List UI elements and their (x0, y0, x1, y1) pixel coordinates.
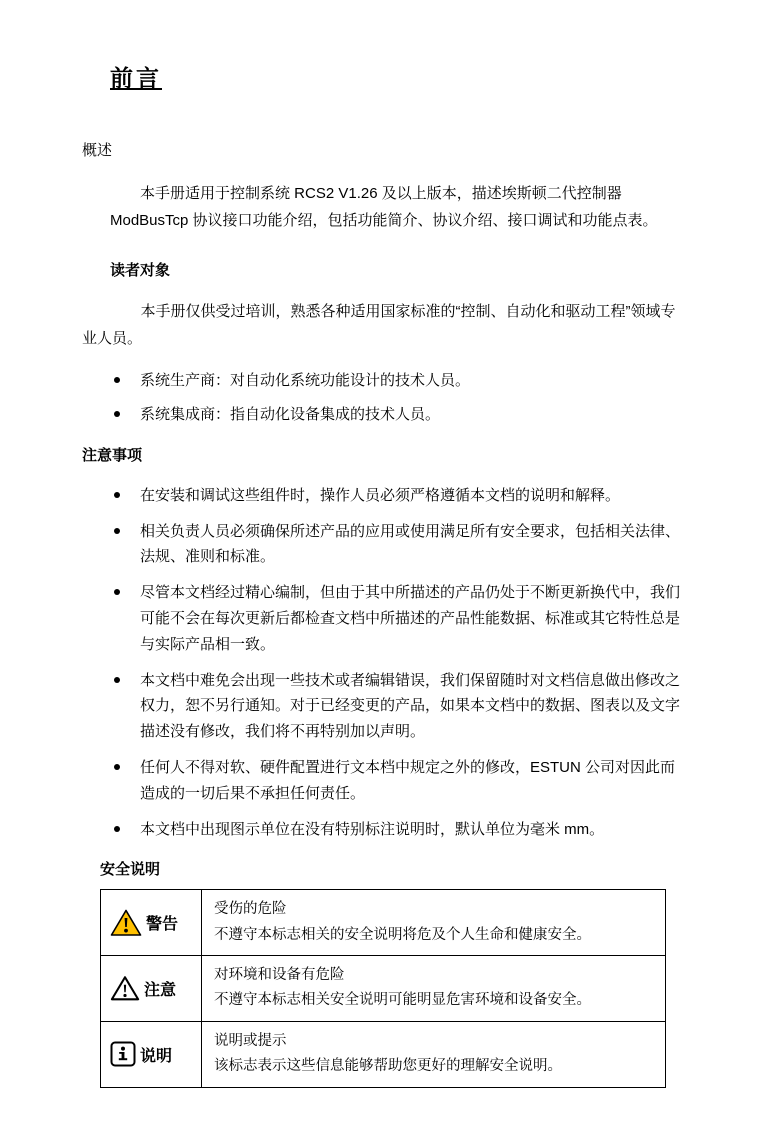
list-item-text: 相关负责人员必须确保所述产品的应用或使用满足所有安全要求，包括相关法律、法规、准则和标准。 (140, 522, 681, 566)
notes-list (82, 483, 680, 843)
safety-title: 对环境和设备有危险 (214, 967, 345, 984)
list-item (82, 519, 680, 571)
caution-triangle-icon (110, 975, 140, 1002)
audience-paragraph: 本手册仅供受过培训，熟悉各种适用国家标准的“控制、自动化和驱动工程”领域专业人员。 (82, 302, 676, 347)
list-item-text: 系统生产商：对自动化系统功能设计的技术人员。 (140, 372, 471, 390)
safety-description: 不遵守本标志相关安全说明可能明显危害环境和设备安全。 (214, 992, 591, 1009)
safety-sign-label: 说明 (140, 1047, 173, 1065)
bullet-icon (114, 528, 120, 534)
table-row (101, 890, 666, 956)
table-row (101, 1021, 666, 1087)
table-row (101, 956, 666, 1022)
list-item (82, 668, 680, 745)
audience-list (82, 368, 680, 428)
list-item-text: 尽管本文档经过精心编制，但由于其中所描述的产品仍处于不断更新换代中，我们可能不会在每次更新后都检查文档中所描述的产品性能数据、标准或其它特性总是与实际产品相一致。 (140, 584, 681, 653)
overview-paragraph: 本手册适用于控制系统 RCS2 V1.26 及以上版本，描述埃斯顿二代控制器 ModBusTcp 协议接口功能介绍，包括功能简介、协议介绍、接口调试和功能点表。 (110, 185, 658, 230)
safety-description: 不遵守本标志相关的安全说明将危及个人生命和健康安全。 (214, 926, 591, 943)
safety-title: 说明或提示 (214, 1032, 287, 1049)
safety-sign-label: 警告 (146, 916, 179, 934)
section-heading-safety: 安全说明 (100, 861, 161, 879)
bullet-icon (114, 589, 120, 595)
safety-sign-label: 注意 (144, 981, 177, 999)
list-item (82, 580, 680, 657)
section-heading-overview: 概述 (82, 142, 113, 159)
list-item (82, 402, 680, 428)
list-item-text: 本文档中难免会出现一些技术或者编辑错误，我们保留随时对文档信息做出修改之权力，恕不另行通知。对于已经变更的产品，如果本文档中的数据、图表以及文字描述没有修改，我们将不再特别加以声明。 (140, 671, 681, 741)
list-item (82, 755, 680, 807)
bullet-icon (114, 411, 120, 417)
section-heading-audience: 读者对象 (110, 261, 171, 279)
bullet-icon (114, 492, 120, 498)
bullet-icon (114, 377, 120, 383)
section-heading-notes: 注意事项 (82, 446, 143, 464)
info-square-icon (110, 1041, 136, 1067)
list-item-text: 在安装和调试这些组件时，操作人员必须严格遵循本文档的说明和解释。 (140, 486, 621, 504)
bullet-icon (114, 677, 120, 683)
warning-triangle-icon (110, 909, 142, 937)
safety-table (100, 889, 666, 1087)
list-item (82, 817, 680, 843)
list-item (82, 368, 680, 394)
list-item-text: 系统集成商：指自动化设备集成的技术人员。 (140, 405, 441, 423)
safety-section (100, 858, 680, 1087)
bullet-icon (114, 764, 120, 770)
safety-description: 该标志表示这些信息能够帮助您更好的理解安全说明。 (214, 1058, 562, 1075)
bullet-icon (114, 826, 120, 832)
list-item-text: 任何人不得对软、硬件配置进行文本档中规定之外的修改，ESTUN 公司对因此而造成的一切后果不承担任何责任。 (140, 758, 676, 802)
safety-title: 受伤的危险 (214, 901, 287, 918)
list-item-text: 本文档中出现图示单位在没有特别标注说明时，默认单位为毫米 mm。 (140, 820, 605, 838)
page-title: 前言 (110, 65, 162, 91)
list-item (82, 483, 680, 509)
